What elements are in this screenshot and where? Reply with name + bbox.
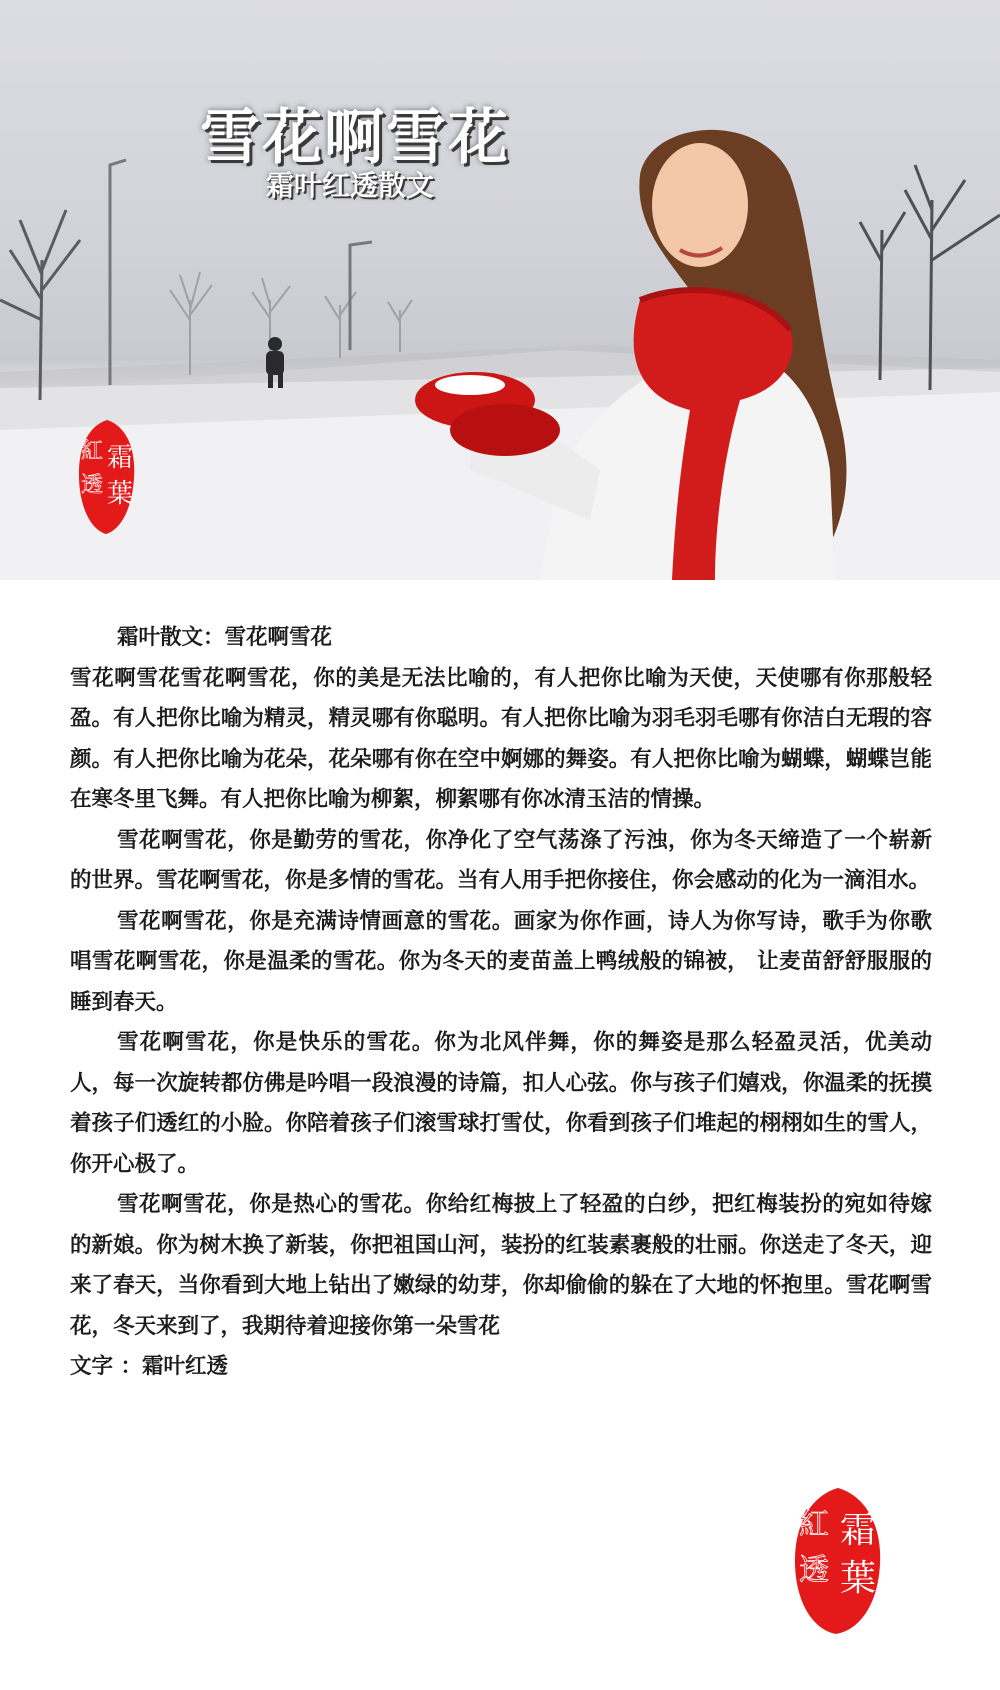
svg-text:霜: 霜: [106, 443, 134, 473]
article-paragraph: 雪花啊雪花，你是快乐的雪花。你为北风伴舞，你的舞姿是那么轻盈灵活，优美动人，每一次旋转都仿佛是吟唱一段浪漫的诗篇，扣人心弦。你与孩子们嬉戏，你温柔的抚摸着孩子们透红的小脸。你陪着孩子们滚雪球打雪仗，你看到孩子们堆起的栩栩如生的雪人，你开心极了。: [70, 1030, 932, 1177]
article-paragraph: 雪花啊雪花，你是热心的雪花。你给红梅披上了轻盈的白纱，把红梅装扮的宛如待嫁的新娘。你为树木换了新装，你把祖国山河，装扮的红装素裹般的壮丽。你送走了冬天，迎来了春天，当你看到大地上钻出了嫩绿的幼芽，你却偷偷的躲在了大地的怀抱里。雪花啊雪花，冬天来到了，我期待着迎接你第一朵雪花: [70, 1192, 932, 1339]
seal-stamp: [76, 418, 138, 536]
hero-title: 雪花啊雪花: [200, 103, 510, 173]
hero-banner: [0, 0, 1000, 580]
svg-text:葉: 葉: [839, 1558, 877, 1599]
svg-text:紅: 紅: [799, 1507, 829, 1542]
article-paragraph: 雪花啊雪花雪花啊雪花，你的美是无法比喻的，有人把你比喻为天使，天使哪有你那般轻盈。有人把你比喻为精灵，精灵哪有你聪明。有人把你比喻为羽毛羽毛哪有你洁白无瑕的容颜。有人把你比喻为花朵，花朵哪有你在空中婀娜的舞姿。有人把你比喻为蝴蝶，蝴蝶岂能在寒冬里飞舞。有人把你比喻为柳絮，柳絮哪有你冰清玉洁的情操。: [70, 665, 932, 812]
article-paragraph: 雪花啊雪花，你是勤劳的雪花，你净化了空气荡涤了污浊，你为冬天缔造了一个崭新的世界。雪花啊雪花，你是多情的雪花。当有人用手把你接住，你会感动的化为一滴泪水。: [70, 827, 932, 893]
svg-text:透: 透: [80, 473, 104, 498]
article-body: [70, 618, 932, 1388]
seal-stamp: [790, 1486, 886, 1636]
svg-text:透: 透: [799, 1553, 829, 1588]
svg-text:葉: 葉: [106, 479, 134, 509]
svg-text:紅: 紅: [80, 439, 104, 464]
article-paragraph: 雪花啊雪花，你是充满诗情画意的雪花。画家为你作画，诗人为你写诗，歌手为你歌唱雪花啊雪花，你是温柔的雪花。你为冬天的麦苗盖上鸭绒般的锦被， 让麦苗舒舒服服的睡到春天。: [70, 908, 932, 1015]
article-heading: 霜叶散文：雪花啊雪花: [117, 625, 333, 650]
hero-subtitle: 霜叶红透散文: [266, 169, 435, 202]
winter-scene-illustration: [0, 0, 1000, 580]
svg-text:霜: 霜: [839, 1510, 877, 1551]
author-line: 文字 ：霜叶红透: [70, 1354, 228, 1379]
